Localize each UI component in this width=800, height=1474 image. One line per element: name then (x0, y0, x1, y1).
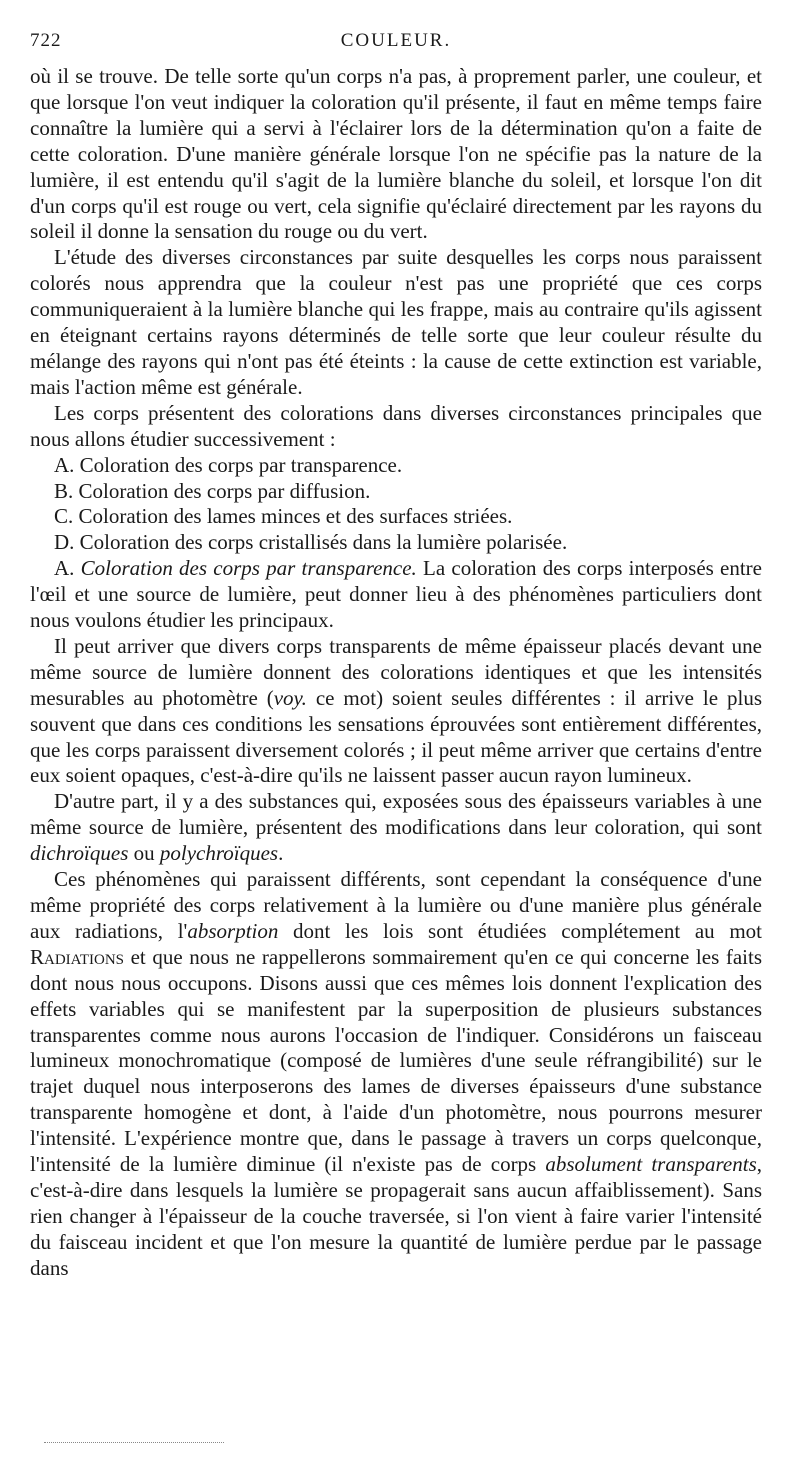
section-letter: A. (54, 556, 75, 581)
list-item: A. Coloration des corps par transparence. (54, 452, 403, 477)
text-run: ce mot) soient seules différentes : il arrive le plus souvent que dans ces conditions les sensations éprouvées sont entièrement différentes, que les corps paraissent diversement colorés ; il peut même arriver que certains d'entre eux soient opaques, c'est-à-dire qu'ils ne laissent passer aucun rayon lumineux. (30, 685, 762, 788)
running-title: COULEUR. (340, 30, 452, 51)
page (30, 30, 762, 1282)
text-run: dont les lois sont étudiées complétement au mot (278, 918, 762, 943)
footer-rule (44, 1442, 224, 1443)
paragraph (30, 867, 762, 1282)
text-run: Il peut arriver que divers corps transparents de même épaisseur placés devant une même source de lumière donnent des colorations identiques et que les intensités mesurables au photomètre ( (30, 633, 762, 710)
body-text (30, 64, 762, 1282)
paragraph: où il se trouve. De telle sorte qu'un corps n'a pas, à proprement parler, une couleur, et que lorsque l'on veut indiquer la coloration qu'il présente, il faut en même temps faire connaître la lumière qui a servi à l'éclairer lors de la détermination qu'on a faite de cette coloration. D'une manière générale lorsque l'on ne spécifie pas la nature de la lumière, il est entendu qu'il s'agit de la lumière blanche du soleil, et lorsque l'on dit d'un corps qu'il est rouge ou vert, cela signifie qu'éclairé directement par les rayons du soleil il donne la sensation du rouge ou du vert. (30, 64, 762, 244)
paragraph (30, 789, 762, 867)
paragraph: Les corps présentent des colorations dans diverses circonstances principales que nous allons étudier successivement : (30, 400, 762, 451)
paragraph: L'étude des diverses circonstances par suite desquelles les corps nous paraissent colorés nous apprendra que la couleur n'est pas une propriété que ces corps communiqueraient à la lumière blanche qui les frappe, mais au contraire qu'ils agissent en éteignant certains rayons déterminés de telle sorte que leur couleur résulte du mélange des rayons qui n'ont pas été éteints : la cause de cette extinction est variable, mais l'action même est générale. (30, 245, 762, 399)
text-run: Ces phénomènes qui paraissent différents, sont cependant la conséquence d'une même propriété des corps relativement à la lumière ou d'une manière plus générale aux radiations, l' (30, 867, 762, 943)
page-number: 722 (30, 30, 62, 51)
section-paragraph (30, 556, 762, 634)
list-item: B. Coloration des corps par diffusion. (54, 478, 371, 503)
list-item: D. Coloration des corps cristallisés dans la lumière polarisée. (54, 530, 568, 555)
italic-run: voy. (273, 685, 307, 710)
text-run: ou (128, 841, 160, 866)
text-run: et que nous ne rappellerons sommairement qu'en ce qui concerne les faits dont nous nous occupons. Disons aussi que ces mêmes lois donnent l'explication des effets variables qui se manifestent par la superposition de plusieurs substances transparentes comme nous aurons l'occasion de l'indiquer. Considérons un faisceau lumineux monochromatique (composé de lumières d'une seule réfrangibilité) sur le trajet duquel nous interposerons des lames de diverses épaisseurs d'une substance transparente homogène et dont, à l'aide d'un photomètre, nous pourrons mesurer l'intensité. L'expérience montre que, dans le passage à travers un corps quelconque, l'intensité de la lumière diminue (il n'existe pas de corps (30, 944, 762, 1177)
list-item: C. Coloration des lames minces et des surfaces striées. (54, 504, 513, 529)
italic-run: polychroïques (159, 841, 279, 866)
text-run: , c'est-à-dire dans lesquels la lumière se propagerait sans aucun affaiblissement). Sans rien changer à l'épaisseur de la couche traversée, si l'on vient à faire varier l'intensité du faisceau incident et que l'on mesure la quantité de lumière perdue par le passage dans (30, 1152, 762, 1280)
paragraph (30, 634, 762, 789)
page-header (30, 30, 762, 60)
italic-run: dichroïques (30, 841, 129, 866)
cross-reference: Radiations (30, 944, 125, 969)
italic-run: absolument transparents (545, 1152, 757, 1177)
section-title: Coloration des corps par transparence. (80, 556, 417, 581)
text-run: . (278, 841, 284, 866)
text-run: D'autre part, il y a des substances qui, exposées sous des épaisseurs variables à une même source de lumière, présentent des modifications dans leur coloration, qui sont (30, 789, 762, 840)
section-text: La coloration des corps interposés entre l'œil et une source de lumière, peut donner lieu à des phénomènes particuliers dont nous voulons étudier les principaux. (30, 556, 762, 633)
italic-run: absorption (187, 918, 279, 943)
